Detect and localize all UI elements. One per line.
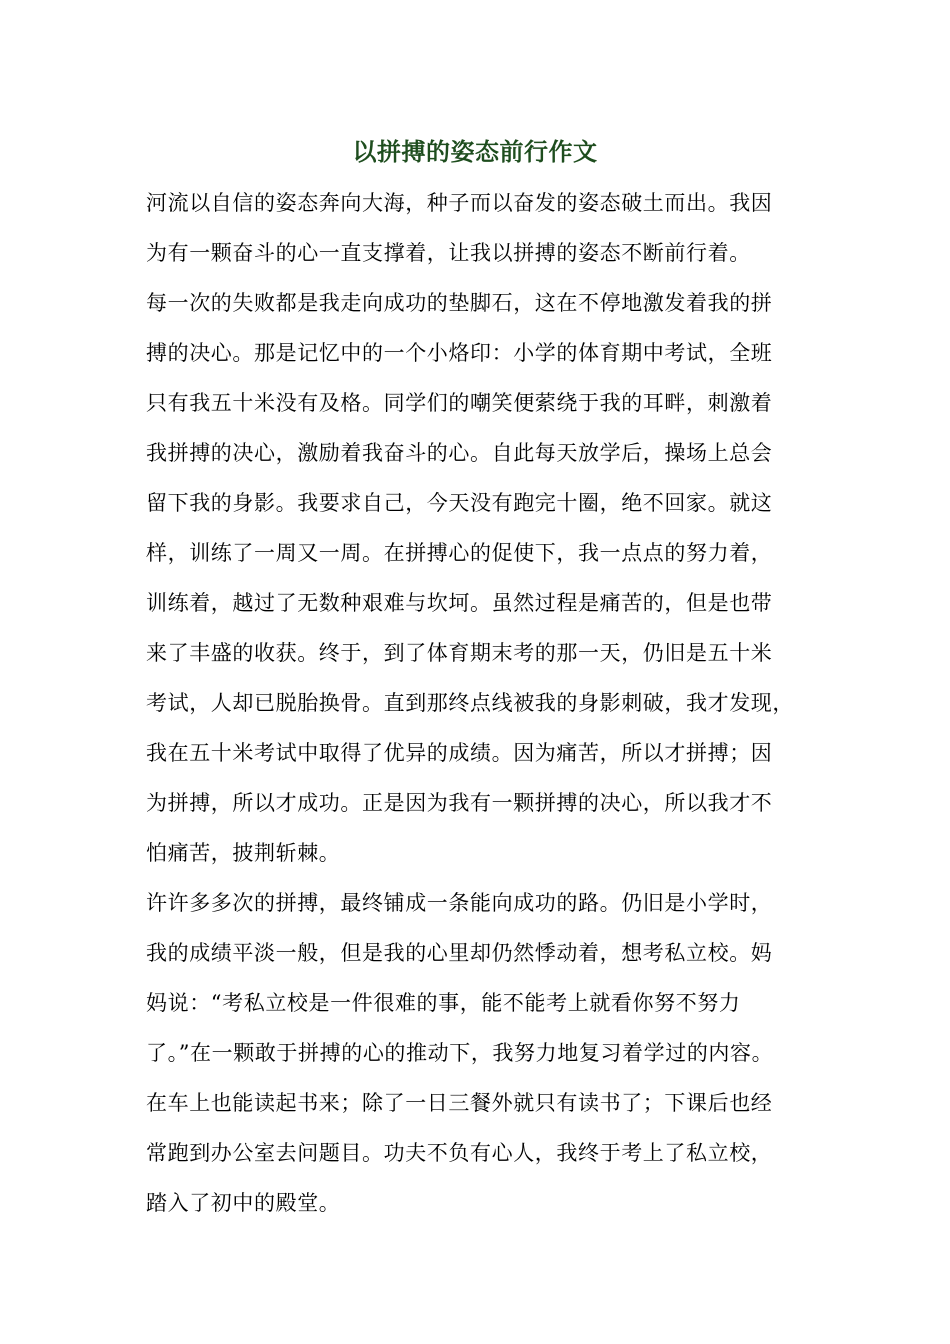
text-line: 河流以自信的姿态奔向大海，种子而以奋发的姿态破土而出。我因 [146,191,773,215]
text-line: 踏入了初中的殿堂。 [146,1191,341,1215]
text-line: 考试，人却已脱胎换骨。直到那终点线被我的身影刺破，我才发现， [146,691,794,715]
text-line: 许许多多次的拼搏，最终铺成一条能向成功的路。仍旧是小学时， [146,891,773,915]
text-line: 常跑到办公室去问题目。功夫不负有心人，我终于考上了私立校， [146,1141,773,1165]
text-line: 来了丰盛的收获。终于，到了体育期末考的那一天，仍旧是五十米 [146,641,773,665]
essay-body [146,178,826,1228]
text-line: 每一次的失败都是我走向成功的垫脚石，这在不停地激发着我的拼 [146,291,773,315]
text-line: 训练着，越过了无数种艰难与坎坷。虽然过程是痛苦的，但是也带 [146,591,773,615]
text-line: 在车上也能读起书来；除了一日三餐外就只有读书了；下课后也经 [146,1091,773,1115]
document-title: 以拼搏的姿态前行作文 [352,137,598,166]
text-line: 样，训练了一周又一周。在拼搏心的促使下，我一点点的努力着， [146,541,773,565]
text-line: 妈说：“考私立校是一件很难的事，能不能考上就看你努不努力 [146,991,741,1015]
text-line: 为拼搏，所以才成功。正是因为我有一颗拼搏的决心，所以我才不 [146,791,773,815]
text-line: 我在五十米考试中取得了优异的成绩。因为痛苦，所以才拼搏；因 [146,741,773,765]
text-line: 了。”在一颗敢于拼搏的心的推动下，我努力地复习着学过的内容。 [146,1041,774,1065]
text-line: 怕痛苦，披荆斩棘。 [146,841,341,865]
text-line: 我拼搏的决心，激励着我奋斗的心。自此每天放学后，操场上总会 [146,441,773,465]
text-line: 只有我五十米没有及格。同学们的嘲笑便萦绕于我的耳畔，刺激着 [146,391,773,415]
text-line: 我的成绩平淡一般，但是我的心里却仍然悸动着，想考私立校。妈 [146,941,773,965]
text-line: 为有一颗奋斗的心一直支撑着，让我以拼搏的姿态不断前行着。 [146,241,751,265]
text-line: 留下我的身影。我要求自己，今天没有跑完十圈，绝不回家。就这 [146,491,773,515]
text-line: 搏的决心。那是记忆中的一个小烙印：小学的体育期中考试，全班 [146,341,773,365]
